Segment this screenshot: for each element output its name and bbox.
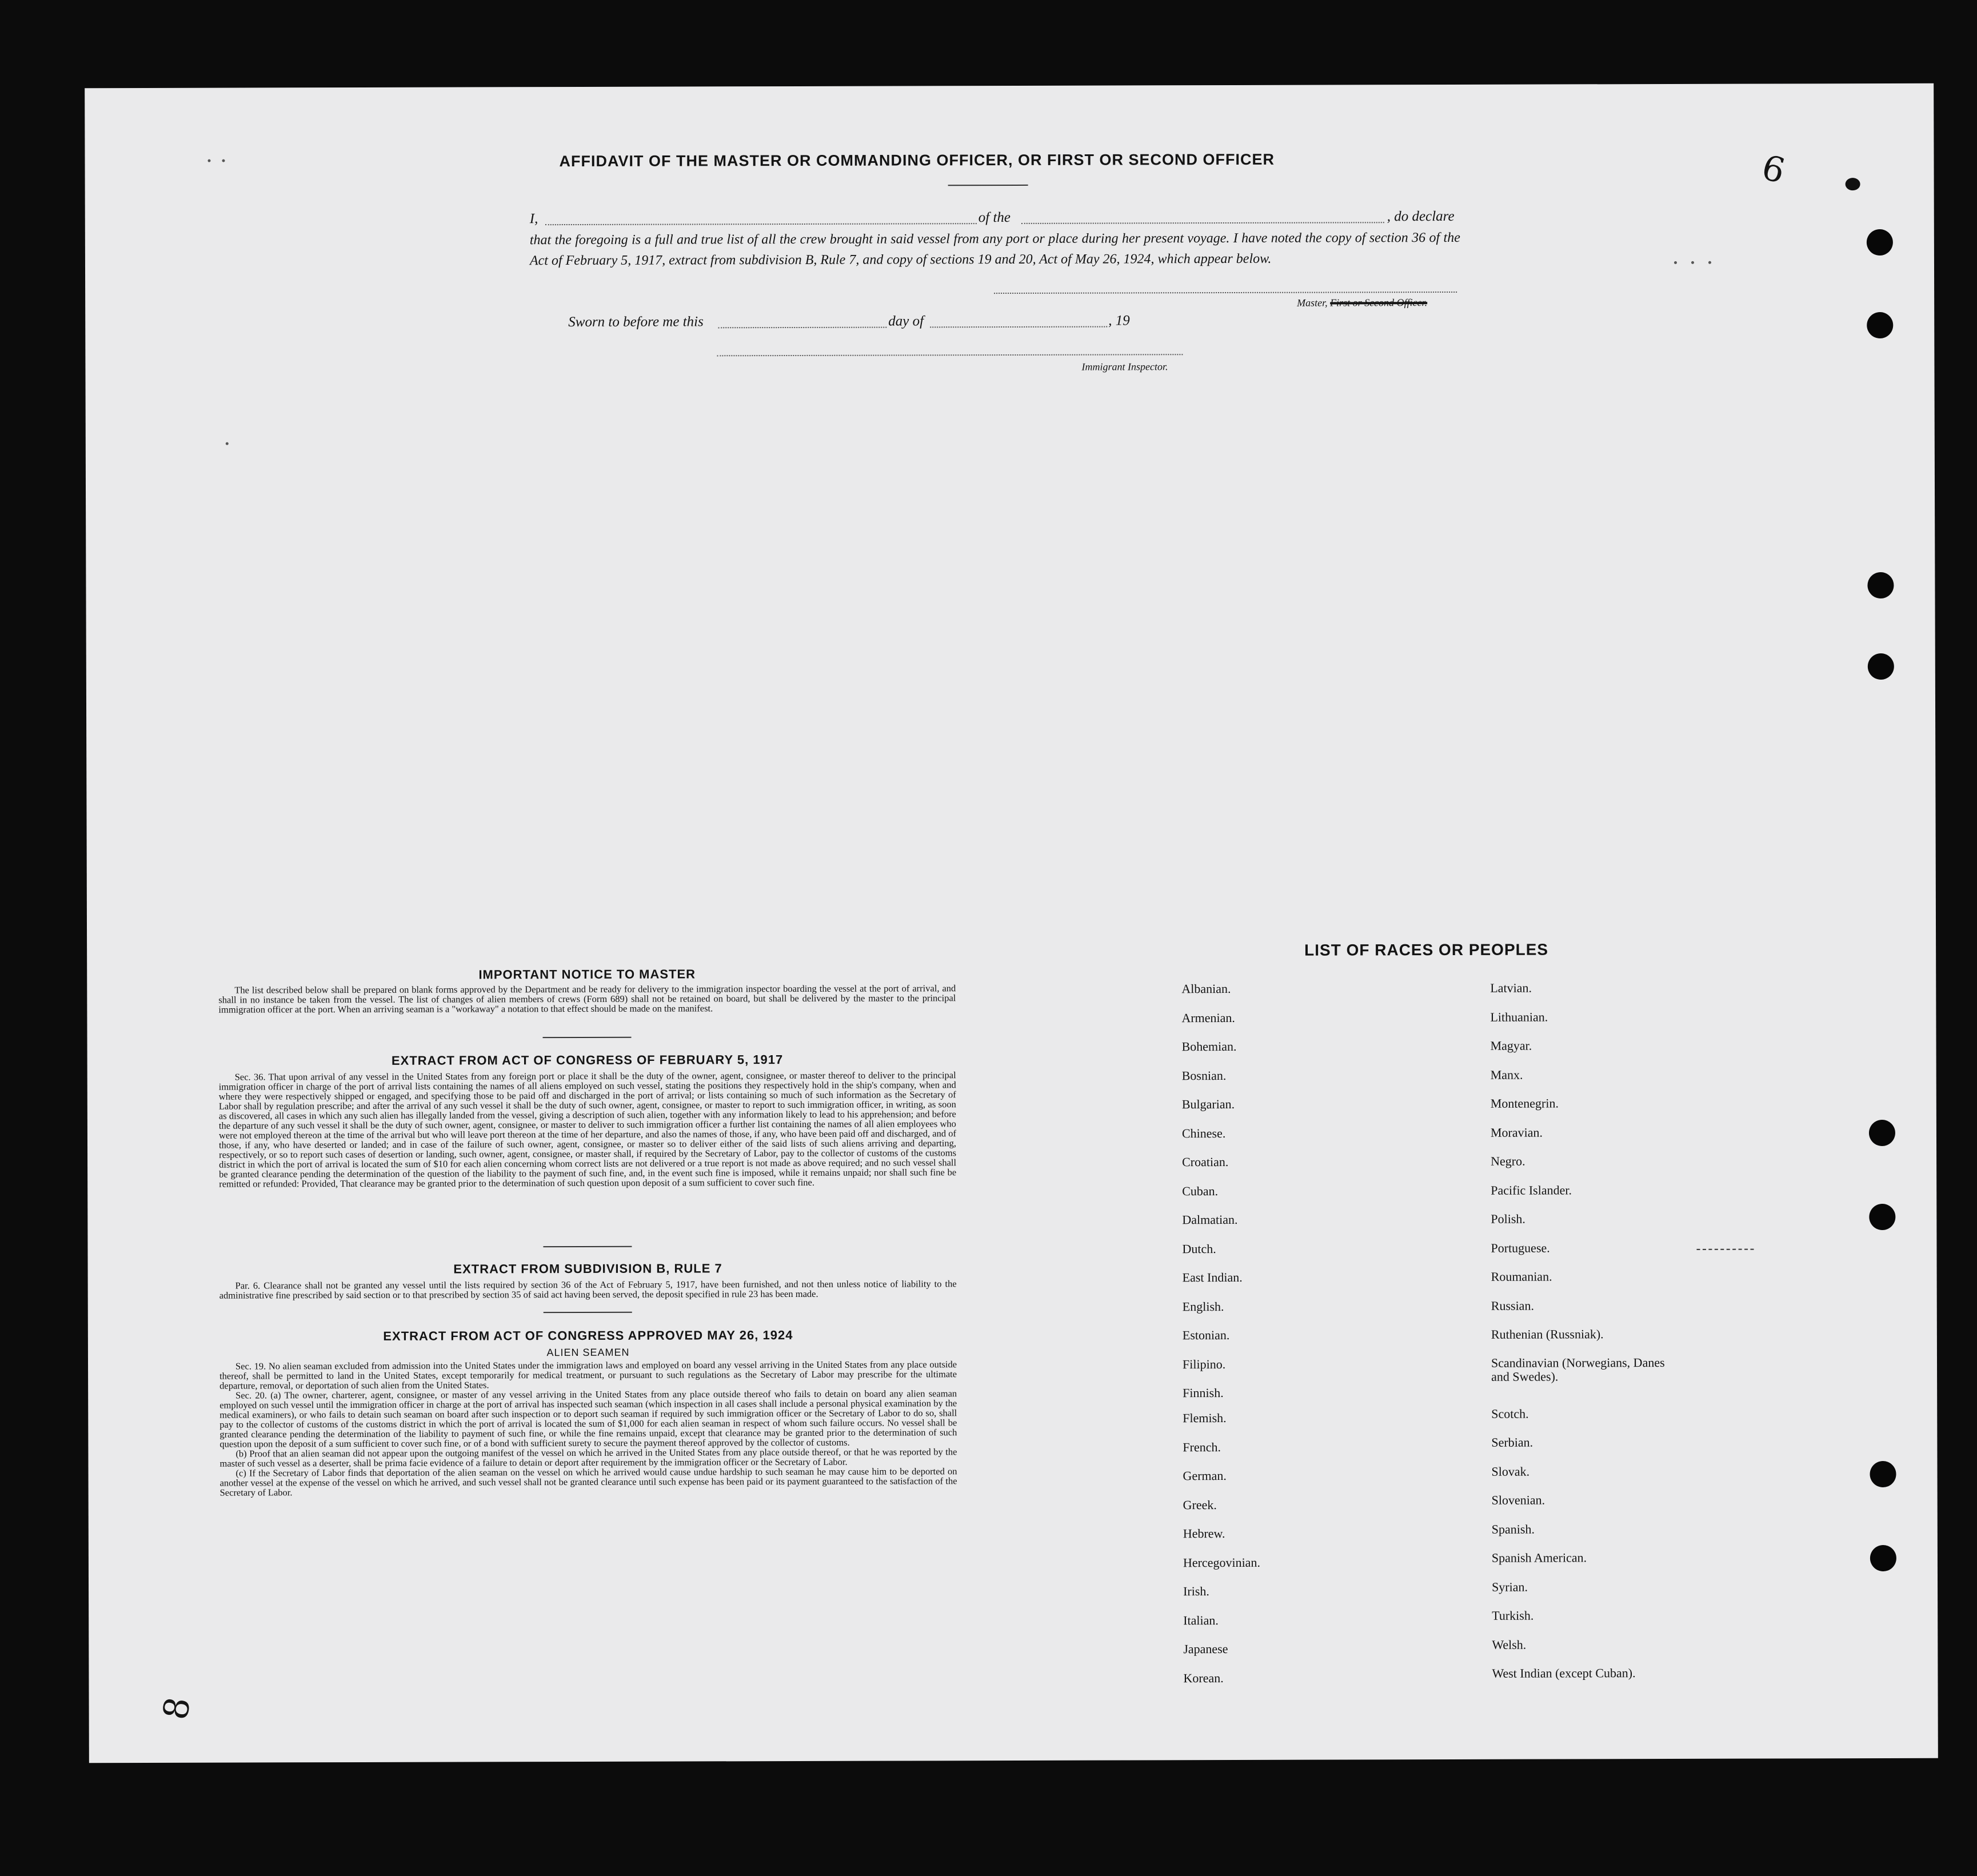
- document-page: [85, 83, 1938, 1763]
- affidavit-paragraph: that the foregoing is a full and true list of all the crew brought in said vessel from any port or place during her present voyage. I have noted the copy of section 36 of the Act of February 5, 1917, extract from subdivision B, Rule 7, and copy of sections 19 and 20, Act of May 26, 1924, which appear below.: [529, 230, 1460, 269]
- subdivision-text: Par. 6. Clearance shall not be granted any vessel until the lists required by section 36 of the Act of February 5, 1917, have been furnished, and not then unless notice of liability to the administrative fine prescribed by said section or to that prescribed by section 35 of said act having been served, the deposit specified in rule 23 has been made.: [219, 1278, 957, 1301]
- race-item: Magyar.: [1490, 1038, 1532, 1053]
- extract-1917-title: EXTRACT FROM ACT OF CONGRESS OF FEBRUARY 5, 1917: [391, 1052, 784, 1068]
- races-title: LIST OF RACES OR PEOPLES: [1304, 940, 1549, 959]
- year-text: , 19: [1108, 313, 1130, 329]
- race-item: Filipino.: [1182, 1356, 1226, 1371]
- race-item: Portuguese.: [1491, 1240, 1550, 1255]
- punch-hole: [1867, 572, 1894, 598]
- race-item: Croatian.: [1182, 1155, 1229, 1169]
- speck: [1674, 261, 1677, 264]
- affidavit-declare: , do declare: [1387, 208, 1455, 225]
- alien-seamen-subtitle: ALIEN SEAMEN: [546, 1346, 630, 1359]
- race-item: Chinese.: [1181, 1125, 1226, 1140]
- name-blank: [545, 223, 977, 225]
- notice-text: The list described below shall be prepared on blank forms approved by the Department and be ready for delivery to the immigration inspector boarding the vessel at the port of arrival, and shall in no instance be taken from the vessel. The list of changes of alien members of crews (Form 689) shall not be retained on board, but shall be delivered by the master to the principal immigration officer at the port. When an arriving seaman is a "workaway" a notation to that effect should be made on the manifest.: [218, 983, 956, 1015]
- race-item: Manx.: [1490, 1067, 1523, 1082]
- race-item: Finnish.: [1183, 1386, 1224, 1400]
- race-item: Hercegovinian.: [1183, 1555, 1260, 1570]
- race-item: Cuban.: [1182, 1183, 1219, 1198]
- race-item: Italian.: [1183, 1612, 1219, 1627]
- handwritten-mark: 8: [155, 1694, 199, 1723]
- section-rule: [543, 1246, 632, 1247]
- race-item: Bohemian.: [1181, 1039, 1237, 1054]
- extract-1917-text: Sec. 36. That upon arrival of any vessel in the United States from any foreign port or place it shall be the duty of the owner, agent, consignee, or master thereof to deliver to the principal immigration officer in charge of the port of arrival lists containing the names of all aliens employed on such vessel, stating the positions they respectively hold in the ship's company, when and where they were respectively shipped or engaged, and specifying those to be paid off and discharged in the port of arrival; or lists containing so much of such information as the Secretary of Labor shall by regulation prescribe; and after the arrival of any such vessel it shall be the duty of such owner, agent, consignee, or master to report to such immigration officer, in writing, as soon as discovered, all cases in which any such alien has illegally landed from the vessel, giving a description of such alien, together with any information likely to lead to his apprehension; and before the departure of any such vessel it shall be the duty of such owner, agent, consignee, or master to deliver to such immigration officer a further list containing the names of all alien employees who were not employed thereon at the time of the arrival but who will leave port thereon at the time of her departure, and also the names of those, if any, who have been paid off and discharged, and of those, if any, who have deserted or landed; and in case of the failure of such owner, agent, consignee, or master so to deliver either of the said lists of such aliens arriving and departing, respectively, or so to report such cases of desertion or landing, such owner, agent, consignee, or master shall, if required by the Secretary of Labor, pay to the collector of customs of the customs district in which the port of arrival is located the sum of $10 for each alien concerning whom correct lists are not delivered or a true report is not made as above required; and no such vessel shall be granted clearance pending the determination of the question of the liability to the payment of such fine, and, in the event such fine is imposed, while it remains unpaid; nor shall such fine be remitted or refunded: Provided, That clearance may be granted prior to the determination of such question upon deposit of a sum sufficient to cover such fine.: [218, 1069, 957, 1190]
- speck: [1846, 178, 1860, 190]
- race-item: Slovenian.: [1491, 1492, 1545, 1507]
- sworn-text: Sworn to before me this: [568, 314, 704, 330]
- race-item: French.: [1183, 1439, 1221, 1454]
- race-item: Ruthenian (Russniak).: [1491, 1327, 1604, 1342]
- speck: [226, 442, 229, 445]
- punch-hole: [1869, 1204, 1895, 1230]
- punch-hole: [1868, 653, 1894, 680]
- race-item: Welsh.: [1492, 1637, 1527, 1652]
- race-item: West Indian (except Cuban).: [1492, 1666, 1636, 1681]
- race-item: Roumanian.: [1491, 1269, 1552, 1284]
- stray-dash-line: [1696, 1249, 1754, 1250]
- race-item: Lithuanian.: [1490, 1009, 1548, 1024]
- race-item: Flemish.: [1183, 1411, 1227, 1426]
- speck: [207, 159, 210, 162]
- speck: [222, 159, 225, 162]
- race-item: Russian.: [1491, 1298, 1534, 1313]
- inspector-signature-line: [717, 354, 1183, 356]
- race-item: Scotch.: [1491, 1406, 1529, 1421]
- day-of-text: day of: [888, 313, 924, 329]
- race-item: Serbian.: [1491, 1435, 1533, 1450]
- race-item: Hebrew.: [1183, 1526, 1225, 1541]
- section-rule: [543, 1037, 632, 1038]
- race-item: Bosnian.: [1181, 1068, 1227, 1083]
- punch-hole: [1870, 1545, 1896, 1571]
- notice-title: IMPORTANT NOTICE TO MASTER: [478, 967, 696, 982]
- speck: [1708, 261, 1711, 264]
- races-left-column: [1181, 981, 1260, 1699]
- race-item: Pacific Islander.: [1491, 1182, 1572, 1198]
- affidavit-of-the: of the: [978, 209, 1011, 226]
- race-item: Greek.: [1183, 1497, 1217, 1512]
- race-item: Turkish.: [1492, 1608, 1534, 1623]
- race-item: Scandinavian (Norwegians, Danes and Swedes).: [1491, 1355, 1665, 1384]
- race-item: Latvian.: [1490, 980, 1532, 995]
- speck: [1691, 261, 1694, 264]
- race-item: Polish.: [1491, 1211, 1525, 1226]
- race-item: Korean.: [1183, 1670, 1224, 1685]
- race-item: Moravian.: [1490, 1125, 1543, 1140]
- race-item: Dutch.: [1182, 1241, 1216, 1256]
- race-item: Spanish American.: [1491, 1550, 1587, 1565]
- sworn-day-blank: [718, 327, 886, 329]
- races-right-column: [1490, 980, 1680, 1695]
- sec20c-text: (c) If the Secretary of Labor finds that deportation of the alien seaman on the vessel on which he arrived would cause undue hardship to such seaman he may cause him to be deported on another vessel at the expense of the vessel on which he arrived, and such vessel shall not be granted clearance until such expense has been paid or its payment guaranteed to the satisfaction of the Secretary of Labor.: [219, 1466, 957, 1498]
- extract-1924-title: EXTRACT FROM ACT OF CONGRESS APPROVED MAY 26, 1924: [383, 1328, 793, 1343]
- inspector-label: Immigrant Inspector.: [1081, 361, 1168, 373]
- race-item: Bulgarian.: [1181, 1096, 1235, 1112]
- punch-hole: [1867, 229, 1893, 256]
- section-rule: [544, 1312, 632, 1313]
- race-item: Armenian.: [1181, 1010, 1235, 1025]
- extract-1924-body: [219, 1359, 957, 1497]
- race-item: Spanish.: [1491, 1522, 1535, 1536]
- race-item: East Indian.: [1182, 1270, 1243, 1285]
- punch-hole: [1870, 1461, 1896, 1487]
- title-rule: [948, 185, 1028, 186]
- punch-hole: [1867, 312, 1893, 338]
- race-item: Montenegrin.: [1490, 1096, 1559, 1111]
- race-item: Slovak.: [1491, 1464, 1530, 1479]
- race-item: Japanese: [1183, 1642, 1228, 1657]
- sec20a-text: Sec. 20. (a) The owner, charterer, agent, consignee, or master of any vessel arriving in the United States from any place outside thereof who fails to detain on board any alien seaman employed on such vessel until the immigration officer in charge at the port of arrival has inspected such seaman (which inspection in all cases shall include a personal physical examination by the medical examiners), or who fails to detain such seaman on board after such inspection or to deport such seaman if required by such immigration officer or the Secretary of Labor to do so, shall pay to the collector of customs of the customs district in which the port of arrival is located the sum of $1,000 for each alien seaman in respect of whom such failure occurs. No vessel shall be granted clearance pending the determination of the liability to payment of such fine, or while the fine remains unpaid, except that clearance may be granted prior to the determination of such question upon the deposit of a sum sufficient to cover such fine, or of a bond with sufficient surety to secure the payment thereof approved by the collector of customs.: [219, 1388, 957, 1450]
- subdivision-title: EXTRACT FROM SUBDIVISION B, RULE 7: [453, 1261, 722, 1276]
- sec19-text: Sec. 19. No alien seaman excluded from admission into the United States under the immigration laws and employed on board any vessel arriving in the United States from any place outside thereof, shall be permitted to land in the United States, except temporarily for medical treatment, or pursuant to such regulations as the Secretary of Labor may prescribe for the ultimate departure, removal, or deportation of such alien from the United States.: [219, 1359, 957, 1391]
- race-item: Negro.: [1491, 1153, 1525, 1168]
- month-blank: [930, 326, 1107, 328]
- sec20b-text: (b) Proof that an alien seaman did not appear upon the outgoing manifest of the vessel on which he arrived in the United States from any place outside thereof, or that he was reported by the master of such vessel as a deserter, shall be prima facie evidence of a failure to detain or deport after requirement by the immigration officer or the Secretary of Labor.: [219, 1446, 957, 1469]
- race-item: Syrian.: [1492, 1579, 1528, 1594]
- punch-hole: [1869, 1120, 1895, 1146]
- struck-officer-label: First or Second Officer.: [1330, 297, 1428, 309]
- master-label: Master,: [1297, 297, 1328, 309]
- handwritten-page-number: 6: [1758, 147, 1790, 192]
- race-item: Irish.: [1183, 1584, 1209, 1599]
- master-signature-line: [994, 292, 1457, 294]
- race-item: Albanian.: [1181, 981, 1231, 996]
- affidavit-i: I,: [529, 211, 538, 227]
- race-item: German.: [1183, 1468, 1227, 1483]
- affidavit-title: AFFIDAVIT OF THE MASTER OR COMMANDING OFFICER, OR FIRST OR SECOND OFFICER: [559, 150, 1275, 170]
- master-signature-label: [1297, 297, 1427, 309]
- race-item: Estonian.: [1182, 1328, 1230, 1343]
- vessel-blank: [1021, 222, 1384, 224]
- race-item: Dalmatian.: [1182, 1212, 1238, 1227]
- race-item: English.: [1182, 1299, 1224, 1314]
